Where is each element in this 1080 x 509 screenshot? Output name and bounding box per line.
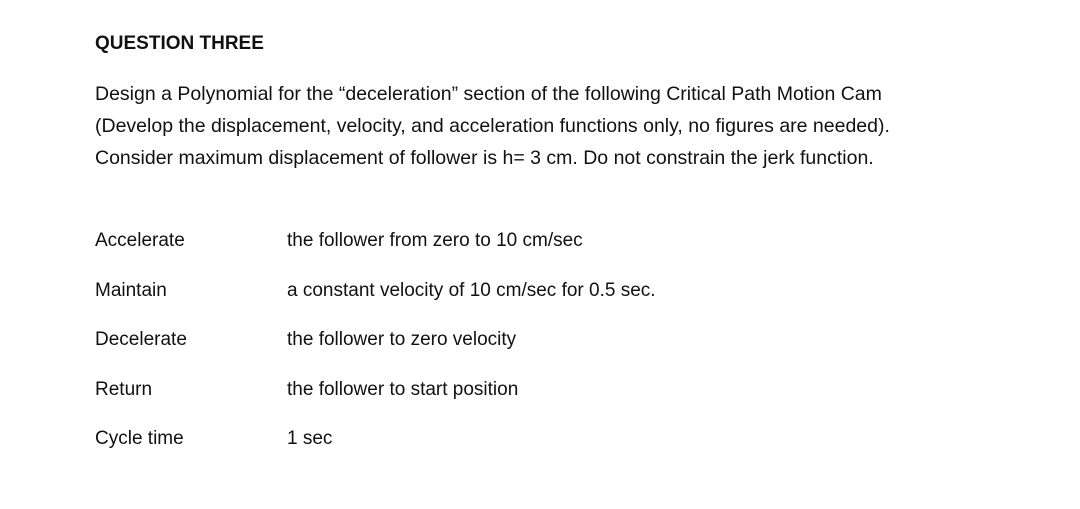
paragraph-line: (Develop the displacement, velocity, and acceleration functions only, no figures are needed). xyxy=(95,115,890,137)
step-description: the follower from zero to 10 cm/sec xyxy=(287,230,583,251)
motion-step-decelerate xyxy=(95,325,995,375)
motion-steps-list xyxy=(95,226,995,474)
question-paragraph xyxy=(95,78,1055,174)
paragraph-line: Design a Polynomial for the “deceleration” section of the following Critical Path Motion Cam xyxy=(95,83,882,105)
motion-step-accelerate xyxy=(95,226,995,276)
paragraph-line: Consider maximum displacement of follower is h= 3 cm. Do not constrain the jerk function. xyxy=(95,147,874,169)
step-description: the follower to zero velocity xyxy=(287,329,517,350)
step-description: 1 sec xyxy=(287,428,333,449)
step-label: Decelerate xyxy=(95,329,187,350)
step-label: Cycle time xyxy=(95,428,184,449)
motion-step-return xyxy=(95,375,995,425)
motion-step-cycle-time xyxy=(95,424,995,474)
motion-step-maintain xyxy=(95,276,995,326)
step-description: a constant velocity of 10 cm/sec for 0.5 sec. xyxy=(287,279,656,301)
step-label: Return xyxy=(95,378,153,400)
step-label: Accelerate xyxy=(95,230,185,251)
step-label: Maintain xyxy=(95,279,167,301)
question-title: QUESTION THREE xyxy=(95,33,264,54)
step-description: the follower to start position xyxy=(287,378,519,400)
